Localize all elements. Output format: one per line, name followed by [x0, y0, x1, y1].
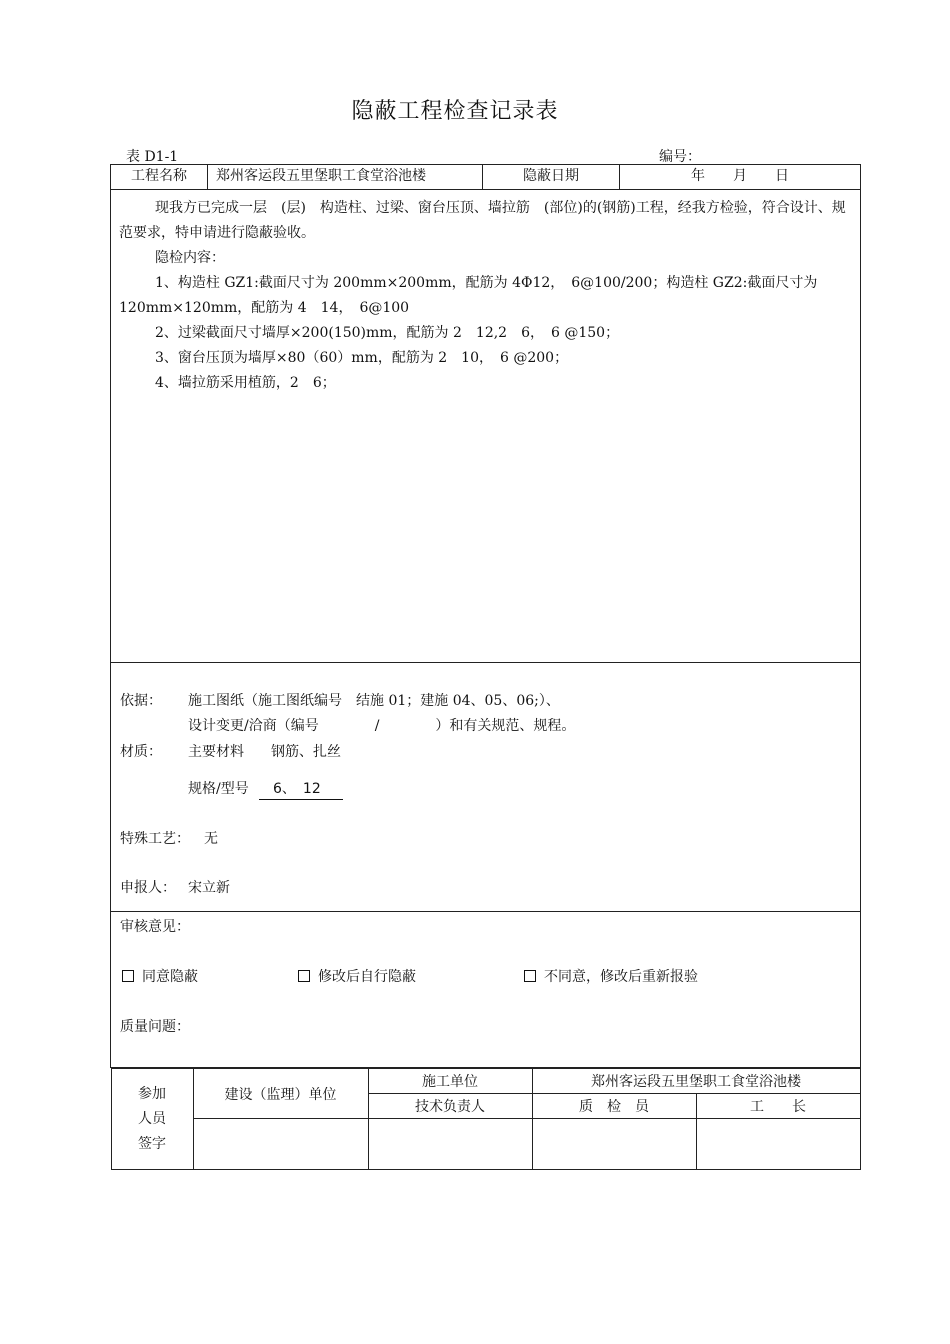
- reporter-value[interactable]: 宋立新: [188, 880, 230, 896]
- basis-label: 依据：: [120, 693, 162, 709]
- material-main-label: 主要材料: [188, 744, 244, 760]
- header-row: [111, 165, 861, 190]
- signature-side-label: [111, 1069, 193, 1170]
- signature-table: [111, 1068, 861, 1170]
- option-approve-label: 同意隐蔽: [142, 969, 198, 985]
- inspector-label: 质 检 员: [532, 1094, 696, 1119]
- spec-label: 规格/型号: [188, 781, 249, 797]
- constructor-name: 郑州客运段五里堡职工食堂浴池楼: [532, 1069, 860, 1094]
- foreman-label: 工 长: [696, 1094, 860, 1119]
- tech-lead-signature-field[interactable]: [368, 1119, 532, 1170]
- serial-label: 编号：: [659, 149, 701, 165]
- page-title: 隐蔽工程检查记录表: [351, 99, 559, 124]
- tech-lead-label: 技术负责人: [368, 1094, 532, 1119]
- checkbox-self-fix[interactable]: [298, 970, 310, 982]
- reporter-label: 申报人：: [120, 880, 176, 896]
- quality-label: 质量问题：: [120, 1019, 190, 1035]
- option-self-fix-label: 修改后自行隐蔽: [318, 969, 416, 985]
- inspection-content: [111, 190, 861, 663]
- project-value[interactable]: 郑州客运段五里堡职工食堂浴池楼: [208, 165, 483, 190]
- option-approve[interactable]: [122, 966, 198, 986]
- process-label: 特殊工艺：: [120, 831, 190, 847]
- constructor-label: 施工单位: [368, 1069, 532, 1094]
- owner-label: 建设（监理）单位: [193, 1069, 368, 1119]
- project-label: 工程名称: [111, 165, 208, 190]
- checkbox-reject[interactable]: [524, 970, 536, 982]
- material-main-value[interactable]: 钢筋、扎丝: [271, 744, 341, 760]
- date-label: 隐蔽日期: [483, 165, 620, 190]
- review-section: [111, 912, 861, 1068]
- content-item: 3、窗台压顶为墙厚×80（60）mm，配筋为 2 10， 6 @200；: [155, 350, 569, 366]
- option-reject-label: 不同意，修改后重新报验: [544, 969, 698, 985]
- intro-text: 现我方已完成一层 (层) 构造柱、过梁、窗台压顶、墙拉筋 (部位)的(钢筋)工程，经我方检验，符合设计、规范要求，特申请进行隐蔽验收。: [119, 200, 846, 241]
- owner-signature-field[interactable]: [193, 1119, 368, 1170]
- material-label: 材质：: [120, 744, 162, 760]
- record-form: [110, 164, 861, 1170]
- content-item: 2、过梁截面尺寸墙厚×200(150)mm，配筋为 2 12,2 6， 6 @150；: [155, 325, 620, 341]
- checkbox-approve[interactable]: [122, 970, 134, 982]
- side-label-2: 人员: [138, 1110, 166, 1127]
- content-item: 1、构造柱 GZ1:截面尺寸为 200mm×200mm，配筋为 4Φ12， 6@100/200；构造柱 GZ2:截面尺寸为 120mm×120mm，配筋为 4 14， 6@100: [119, 275, 818, 316]
- opinion-label: 审核意见：: [120, 919, 190, 935]
- inspector-signature-field[interactable]: [532, 1119, 696, 1170]
- basis-section: [111, 663, 861, 912]
- option-reject[interactable]: [524, 966, 698, 986]
- option-self-fix[interactable]: [298, 966, 416, 986]
- section-label: 隐检内容：: [155, 250, 225, 266]
- side-label-3: 签字: [138, 1135, 166, 1152]
- signature-section: [111, 1068, 861, 1171]
- date-value[interactable]: 年 月 日: [620, 165, 861, 190]
- process-value[interactable]: 无: [204, 831, 218, 847]
- basis-line-1: 施工图纸（施工图纸编号 结施 01；建施 04、05、06;）、: [188, 693, 560, 709]
- side-label-1: 参加: [138, 1085, 166, 1102]
- form-code: 表 D1-1: [126, 149, 179, 165]
- foreman-signature-field[interactable]: [696, 1119, 860, 1170]
- basis-line-2: 设计变更/洽商（编号 / ）和有关规范、规程。: [188, 718, 576, 734]
- spec-value[interactable]: 6、 12: [259, 778, 343, 800]
- content-item: 4、墙拉筋采用植筋，2 6；: [155, 375, 336, 391]
